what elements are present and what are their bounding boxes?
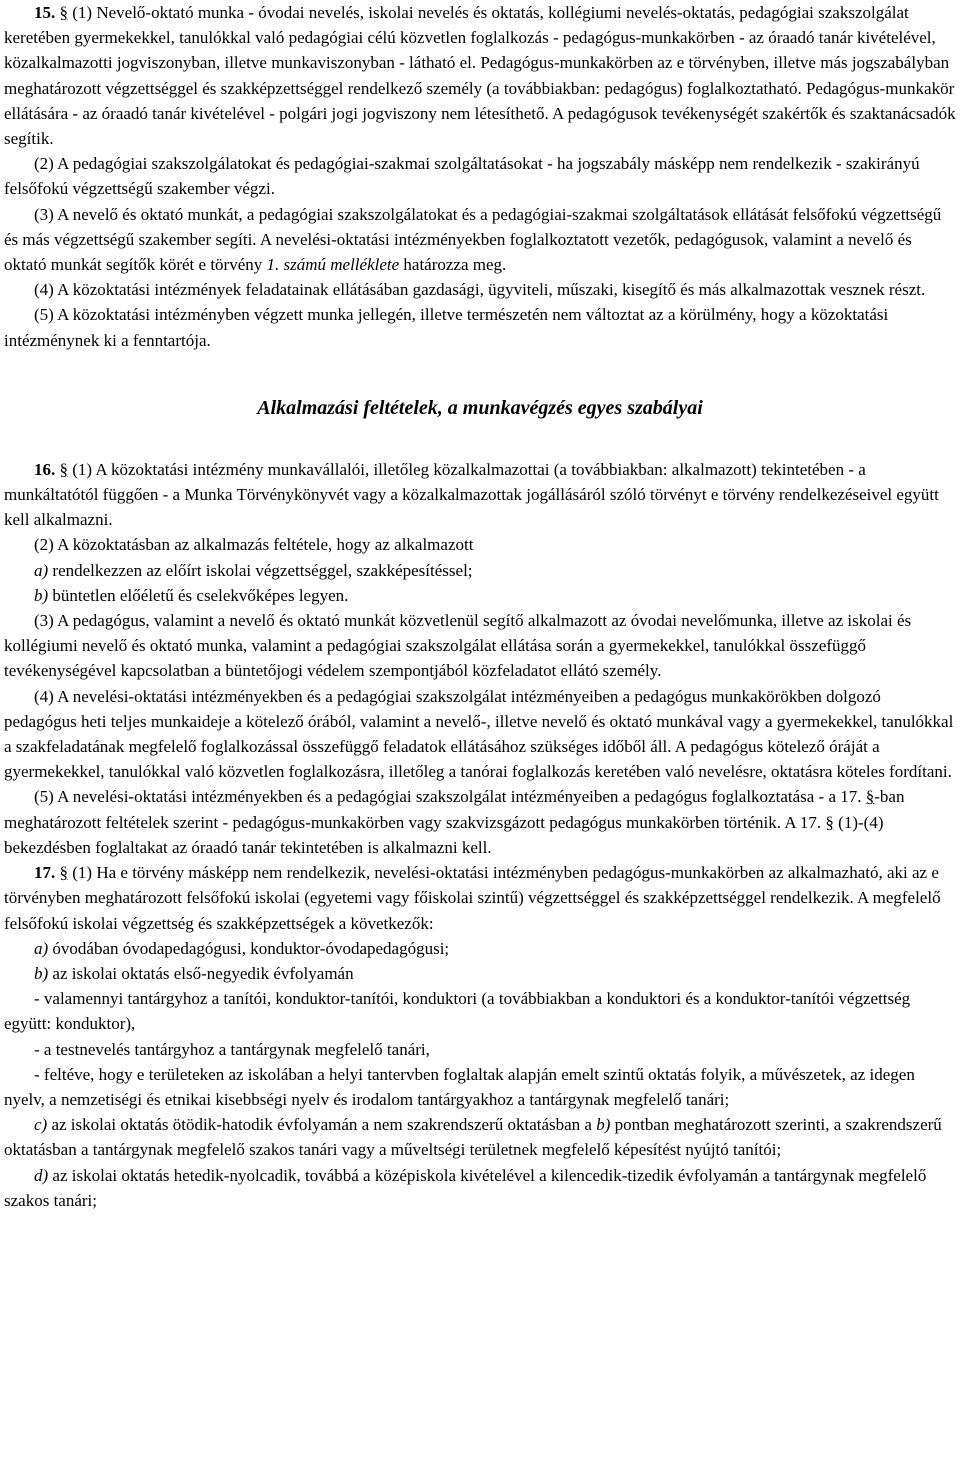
section-15-paragraph-5: (5) A közoktatási intézményben végzett munka jellegén, illetve természetén nem változtat az a körülmény, hogy a közoktatási intézménynek ki a fenntartója. [4,305,889,350]
section-15-paragraph-1 [4,0,956,151]
section-text: (1) Ha e törvény másképp nem rendelkezik, nevelési-oktatási intézményben pedagógus-munkakörben az alkalmazható, aki az e törvényben meghatározott felsőfokú iskolai (egyetemi vagy főiskolai szintű) végzettséggel és szakképzettséggel rendelkezik. A megfelelő felsőfokú iskolai végzettség és szakképzettségek a következők: [4,863,941,933]
point-label: b) [34,963,49,983]
section-15-paragraph-2: (2) A pedagógiai szakszolgálatokat és pedagógiai-szakmai szolgáltatásokat - ha jogszabály másképp nem rendelkezik - szakirányú felsőfokú végzettségű szakember végzi. [4,154,920,199]
section-symbol-link[interactable]: § [59,863,68,883]
paragraph-text: (5) A nevelési-oktatási intézményekben és a pedagógiai szakszolgálat intézményeiben a pedagógus foglalkoztatása - a 17. [34,787,866,807]
point-label: b) [34,585,49,605]
section-text: (1) Nevelő-oktató munka - óvodai nevelés, iskolai nevelés és oktatás, kollégiumi nevelés-oktatás, pedagógiai szakszolgálat keretében gyermekekkel, tanulókkal való pedagógiai célú közvetlen foglalkozás - pedagógus-munkakörben - az óraadó tanár kivételével, közalkalmazotti jogviszonyban, illetve munkaviszonyban - látható el. Pedagógus-munkakörben az e törvényben, illetve más jogszabályban meghatározott végzettséggel és szakképzettséggel rendelkező személy (a továbbiakban: pedagógus) foglalkoztatható. Pedagógus-munkakör ellátására - az óraadó tanár kivételével - polgári jogi jogviszony nem létesíthető. A pedagógusok tevékenységét szakértők és szaktanácsadók segítik. [4,3,956,149]
paragraph-text: -ban meghatározott feltételek szerint - pedagógus-munkakörben vagy szakvizsgázott pedagógus munkakörben történik. A 17. [4,787,905,832]
section-17-point-d [4,1163,956,1213]
section-16-paragraph-5 [4,784,956,860]
section-17-point-b-dash-1: - valamennyi tantárgyhoz a tanítói, konduktor-tanítói, konduktori (a továbbiakban a konduktori és a konduktor-tanítói végzettség együtt: konduktor), [4,989,911,1034]
section-symbol-link[interactable]: § [865,787,875,807]
section-16-point-b [4,583,956,608]
section-number: 17. [34,863,56,883]
section-15-paragraph-3 [4,202,956,278]
point-text: büntetlen előéletű és cselekvőképes legyen. [48,585,349,605]
section-number: 16. [34,459,56,479]
section-text: (1) A közoktatási intézmény munkavállalói, illetőleg közalkalmazottai (a továbbiakban: alkalmazott) tekintetében - a munkáltatótól függően - a Munka Törvénykönyvét vagy a közalkalmazottak jogállásáról szóló törvényt e törvény rendelkezéseivel együtt kell alkalmazni. [4,459,939,530]
point-text: pontban meghatározott szerinti, a szakrendszerű oktatásban a tantárgynak megfelelő szakos tanári vagy a műveltségi területnek megfelelő képesítést nyújtó tanítói; [4,1115,942,1160]
section-17-point-a [4,936,956,961]
point-label: d) [34,1165,49,1185]
point-text: óvodában óvodapedagógusi, konduktor-óvodapedagógusi; [48,938,450,958]
section-17-point-b [4,961,956,986]
annex-reference: 1. számú melléklete [266,255,400,275]
section-16-point-a [4,558,956,583]
section-symbol-link[interactable]: § [825,812,834,832]
section-symbol-link[interactable]: § [59,459,68,479]
point-text: az iskolai oktatás hetedik-nyolcadik, továbbá a középiskola kivételével a kilencedik-tizedik évfolyamán a tantárgynak megfelelő szakos tanári; [4,1165,927,1210]
section-16-paragraph-3: (3) A pedagógus, valamint a nevelő és oktató munkát közvetlenül segítő alkalmazott az óvodai nevelőmunka, illetve az iskolai és kollégiumi nevelő és oktató munka, valamint a pedagógiai szakszolgálat ellátása során a gyermekekkel, tanulókkal összefüggő tevékenységével kapcsolatban a büntetőjogi védelem szempontjából közfeladatot ellátó személy. [4,611,912,681]
point-text: rendelkezzen az előírt iskolai végzettséggel, szakképesítéssel; [48,560,473,580]
paragraph-text: (1)-(4) bekezdésben foglaltakat az óraadó tanár tekintetében is alkalmazni kell. [4,812,884,857]
point-text: az iskolai oktatás első-negyedik évfolyamán [48,963,354,983]
section-17-point-b-dash-2: - a testnevelés tantárgyhoz a tantárgynak megfelelő tanári, [34,1039,430,1059]
section-16-paragraph-2: (2) A közoktatásban az alkalmazás feltétele, hogy az alkalmazott [34,535,474,555]
section-17-point-b-dash-3: - feltéve, hogy e területeken az iskolában a helyi tantervben foglaltak alapján emelt szintű oktatás folyik, a művészetek, az idegen nyelv, a nemzetiségi és etnikai kisebbségi nyelv és irodalom tantárgyakhoz a tantárgynak megfelelő tanári; [4,1064,915,1109]
section-symbol-link[interactable]: § [59,3,68,22]
point-label: a) [34,560,49,580]
point-label: c) [34,1115,48,1135]
section-15-paragraph-4: (4) A közoktatási intézmények feladatainak ellátásában gazdasági, ügyviteli, műszaki, kisegítő és más alkalmazottak vesznek részt. [34,280,926,300]
paragraph-text: határozza meg. [399,255,507,275]
chapter-heading: Alkalmazási feltételek, a munkavégzés egyes szabályai [257,396,703,419]
section-number: 15. [34,3,56,22]
point-reference: b) [596,1115,611,1135]
section-16-paragraph-4: (4) A nevelési-oktatási intézményekben és a pedagógiai szakszolgálat intézményeiben a pedagógus munkakörökben dolgozó pedagógus heti teljes munkaideje a kötelező órából, valamint a nevelő-, illetve nevelő és oktató munkával vagy a gyermekekkel, tanulókkal a szakfeladatának megfelelő foglalkozással összefüggő feladatok ellátásához szükséges időből áll. A pedagógus kötelező óráját a gyermekekkel, tanulókkal való közvetlen foglalkozásra, illetőleg a tanórai foglalkozás keretében való nevelésre, oktatásra köteles fordítani. [4,686,954,782]
point-label: a) [34,938,49,958]
section-17-paragraph-1 [4,860,956,936]
point-text: az iskolai oktatás ötödik-hatodik évfolyamán a nem szakrendszerű oktatásban a [47,1115,597,1135]
section-17-point-c [4,1112,956,1162]
section-16-paragraph-1 [4,457,956,533]
paragraph-text: (3) A nevelő és oktató munkát, a pedagógiai szakszolgálatokat és a pedagógiai-szakmai szolgáltatások ellátását felsőfokú végzettségű és más végzettségű szakember segíti. A nevelési-oktatási intézményekben foglalkoztatott vezetők, pedagógusok, valamint a nevelő és oktató munkát segítők körét e törvény [4,204,942,275]
